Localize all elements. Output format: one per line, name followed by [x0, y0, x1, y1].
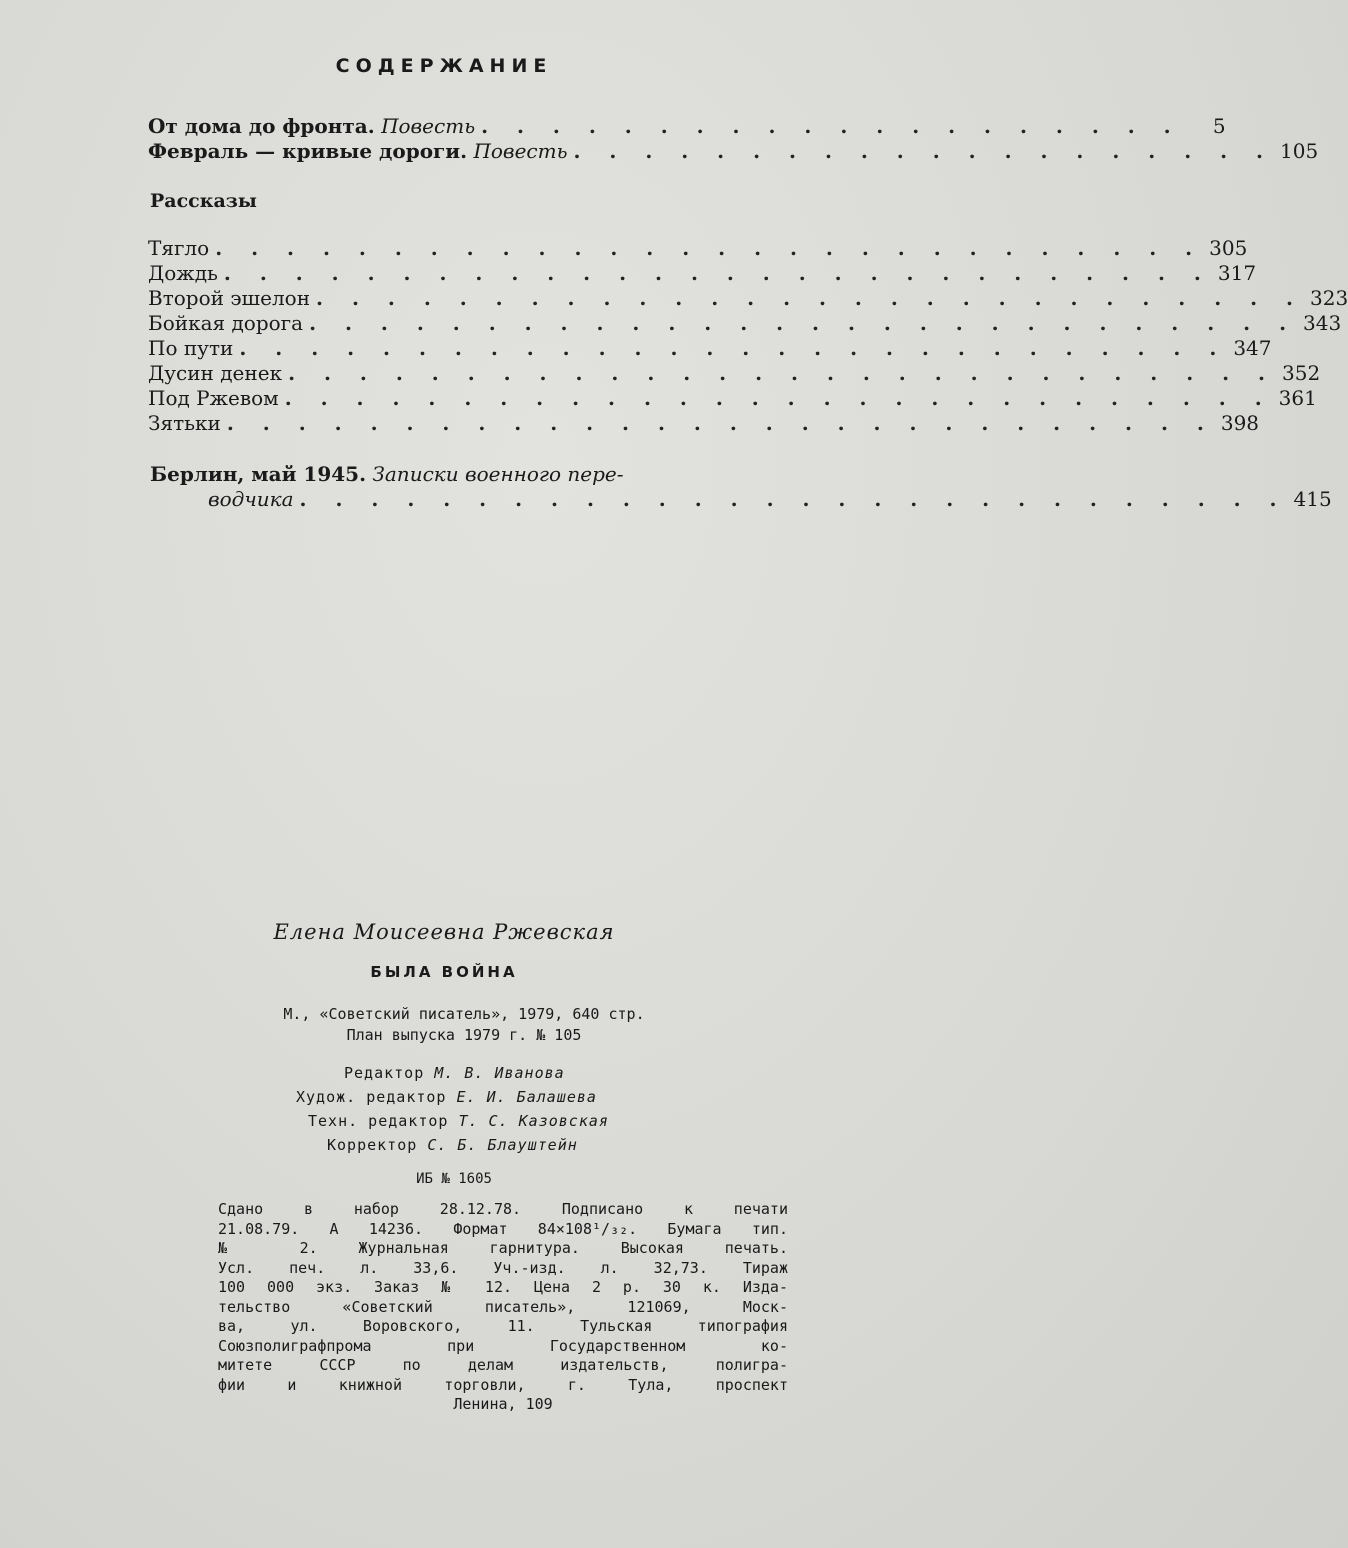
toc-entry — [148, 286, 1348, 311]
stories-heading: Рассказы — [150, 190, 257, 212]
entry-title: Берлин, май 1945. — [150, 462, 367, 486]
staff-name: М. В. Иванова — [434, 1064, 565, 1082]
entry-title: Зятьки — [148, 411, 221, 435]
toc-entry-berlin-cont — [208, 487, 1332, 512]
colophon-line: митете СССР по делам издательств, полигра- — [218, 1356, 788, 1374]
colophon — [218, 1200, 788, 1415]
entry-page: 343 — [1303, 311, 1342, 335]
staff-role: Корректор — [327, 1136, 418, 1154]
entry-title: Тягло — [148, 236, 210, 260]
toc-entry — [148, 361, 1321, 386]
staff-name: Т. С. Казовская — [458, 1112, 609, 1130]
entry-genre: Повесть — [381, 114, 476, 138]
entry-title: От дома до фронта. — [148, 114, 375, 138]
dot-leader: . . . . . . . . . . . . . . . . . . . . — [481, 114, 1182, 138]
plan-line: План выпуска 1979 г. № 105 — [346, 1026, 582, 1044]
colophon-line: тельство «Советский писатель», 121069, Моск- — [218, 1297, 788, 1316]
colophon-line: Сдано в набор 28.12.78. Подписано к печати — [218, 1200, 788, 1218]
dot-leader: . . . . . . . . . . . . . . . . . . . . . . . . . . . . — [215, 236, 1204, 260]
entry-title: Дождь — [148, 261, 218, 285]
toc-title: СОДЕРЖАНИЕ — [335, 55, 553, 77]
colophon-line: Союзполиграфпрома при Государственном ко- — [218, 1336, 788, 1355]
entry-page: 415 — [1293, 487, 1332, 511]
dot-leader: . . . . . . . . . . . . . . . . . . . . . . . . . . . . — [316, 286, 1305, 310]
toc-entry — [148, 336, 1272, 361]
colophon-line: Усл. печ. л. 33,6. Уч.-изд. л. 32,73. Тираж — [218, 1258, 788, 1277]
toc-entry — [148, 386, 1317, 411]
entry-page: 105 — [1280, 139, 1319, 163]
entry-title: По пути — [148, 336, 234, 360]
dot-leader: . . . . . . . . . . . . . . . . . . . . . . . . . . . . — [299, 487, 1288, 511]
toc-entry — [148, 139, 1319, 164]
entry-title: Второй эшелон — [148, 286, 311, 310]
colophon-line: № 2. Журнальная гарнитура. Высокая печать. — [218, 1239, 788, 1257]
entry-page: 305 — [1209, 236, 1248, 260]
toc-stories — [148, 236, 1348, 436]
dot-leader: . . . . . . . . . . . . . . . . . . . . . . . . . . . . — [226, 411, 1215, 435]
staff-line — [308, 1112, 609, 1130]
entry-page: 361 — [1278, 386, 1317, 410]
entry-page: 317 — [1217, 261, 1257, 285]
entry-title: Дусин денек — [148, 361, 283, 385]
toc-entry-berlin — [150, 462, 623, 486]
book-title: БЫЛА ВОЙНА — [370, 963, 518, 981]
ib-number: ИБ № 1605 — [416, 1171, 492, 1187]
entry-title: Бойкая дорога — [148, 311, 304, 335]
staff-line — [296, 1088, 597, 1106]
toc-entry — [148, 311, 1342, 336]
dot-leader: . . . . . . . . . . . . . . . . . . . . . . . . . . . . — [239, 336, 1228, 360]
entry-page: 5 — [1212, 114, 1226, 138]
entry-title: Под Ржевом — [148, 386, 279, 410]
entry-title: Февраль — кривые дороги. — [148, 139, 468, 163]
toc-entry — [148, 411, 1260, 436]
dot-leader: . . . . . . . . . . . . . . . . . . . . . . . . . . . . — [288, 361, 1277, 385]
toc-entry — [148, 114, 1226, 139]
colophon-line: 100 000 экз. Заказ № 12. Цена 2 р. 30 к. Изда- — [218, 1278, 788, 1296]
entry-page: 398 — [1220, 411, 1260, 435]
entry-page: 352 — [1282, 361, 1321, 385]
entry-genre: Повесть — [473, 139, 568, 163]
entry-subtitle: Записки военного пере- — [372, 462, 624, 486]
dot-leader: . . . . . . . . . . . . . . . . . . . . . . . . . . . . — [309, 311, 1298, 335]
entry-subtitle-cont: водчика — [208, 487, 294, 511]
toc-main-entries — [148, 114, 1319, 164]
publisher-line: М., «Советский писатель», 1979, 640 стр. — [283, 1005, 645, 1023]
staff-name: Е. И. Балашева — [456, 1088, 597, 1106]
entry-page: 323 — [1310, 286, 1348, 310]
staff-name: С. Б. Блауштейн — [427, 1136, 578, 1154]
colophon-line: 21.08.79. А 14236. Формат 84×108¹/₃₂. Бумага тип. — [218, 1219, 788, 1238]
dot-leader: . . . . . . . . . . . . . . . . . . . . — [573, 139, 1275, 163]
toc-entry — [148, 261, 1257, 286]
dot-leader: . . . . . . . . . . . . . . . . . . . . . . . . . . . . — [284, 386, 1273, 410]
toc-entry — [148, 236, 1248, 261]
staff-line — [344, 1064, 565, 1082]
staff-line — [327, 1136, 578, 1154]
colophon-line: фии и книжной торговли, г. Тула, проспект — [218, 1375, 788, 1394]
staff-role: Худож. редактор — [296, 1088, 447, 1106]
staff-role: Редактор — [344, 1064, 425, 1082]
author-name: Елена Моисеевна Ржевская — [273, 920, 615, 944]
colophon-line: ва, ул. Воровского, 11. Тульская типография — [218, 1317, 788, 1335]
dot-leader: . . . . . . . . . . . . . . . . . . . . . . . . . . . . — [223, 261, 1212, 285]
entry-page: 347 — [1233, 336, 1272, 360]
staff-role: Техн. редактор — [308, 1112, 449, 1130]
colophon-line: Ленина, 109 — [453, 1395, 553, 1413]
